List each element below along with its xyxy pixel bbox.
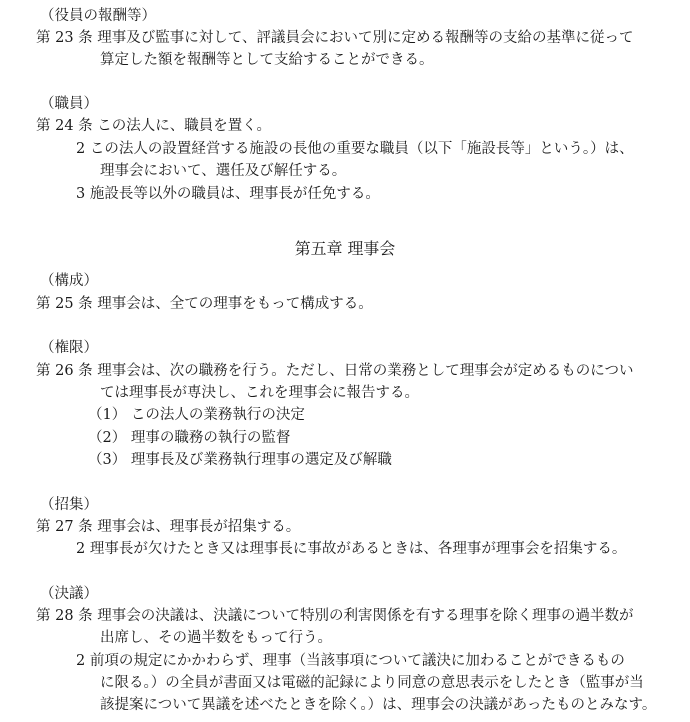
article-26-item-3: （3） 理事長及び業務執行理事の選定及び解職: [88, 452, 392, 468]
article-24-para-2-line-1: 2 この法人の設置経営する施設の長他の重要な職員（以下「施設長等」という。）は、: [76, 141, 634, 157]
article-28-line-2: 出席し、その過半数をもって行う。: [100, 630, 332, 646]
article-24-line-1: 第 24 条 この法人に、職員を置く。: [36, 118, 271, 134]
article-23-caption: （役員の報酬等）: [40, 8, 156, 24]
article-25-line-1: 第 25 条 理事会は、全ての理事をもって構成する。: [36, 296, 373, 312]
article-26-line-1: 第 26 条 理事会は、次の職務を行う。ただし、日常の業務として理事会が定めるものについ: [36, 363, 634, 379]
article-27-line-1: 第 27 条 理事会は、理事長が招集する。: [36, 519, 301, 535]
article-23-line-1: 第 23 条 理事及び監事に対して、評議員会において別に定める報酬等の支給の基準に従って: [36, 30, 634, 46]
article-26-item-2: （2） 理事の職務の執行の監督: [88, 430, 291, 446]
article-26-line-2: ては理事長が専決し、これを理事会に報告する。: [100, 385, 419, 401]
article-26-item-1: （1） この法人の業務執行の決定: [88, 407, 305, 423]
article-27-para-2: 2 理事長が欠けたとき又は理事長に事故があるときは、各理事が理事会を招集する。: [76, 541, 627, 557]
article-28-para-2-line-2: に限る。）の全員が書面又は電磁的記録により同意の意思表示をしたとき（監事が当: [100, 675, 644, 691]
chapter-5-title: 第五章 理事会: [294, 239, 396, 258]
article-24-caption: （職員）: [40, 96, 98, 112]
article-24-para-2-line-2: 理事会において、選任及び解任する。: [100, 163, 347, 179]
article-26-caption: （権限）: [40, 340, 98, 356]
article-27-caption: （招集）: [40, 497, 98, 513]
article-25-caption: （構成）: [40, 273, 98, 289]
article-24-para-3: 3 施設長等以外の職員は、理事長が任免する。: [76, 186, 380, 202]
article-28-caption: （決議）: [40, 586, 98, 602]
article-28-para-2-line-1: 2 前項の規定にかかわらず、理事（当該事項について議決に加わることができるもの: [76, 653, 625, 669]
article-28-line-1: 第 28 条 理事会の決議は、決議について特別の利害関係を有する理事を除く理事の過半数が: [36, 608, 634, 624]
article-23-line-2: 算定した額を報酬等として支給することができる。: [100, 52, 434, 68]
article-28-para-2-line-3: 該提案について異議を述べたときを除く。）は、理事会の決議があったものとみなす。: [100, 697, 657, 713]
